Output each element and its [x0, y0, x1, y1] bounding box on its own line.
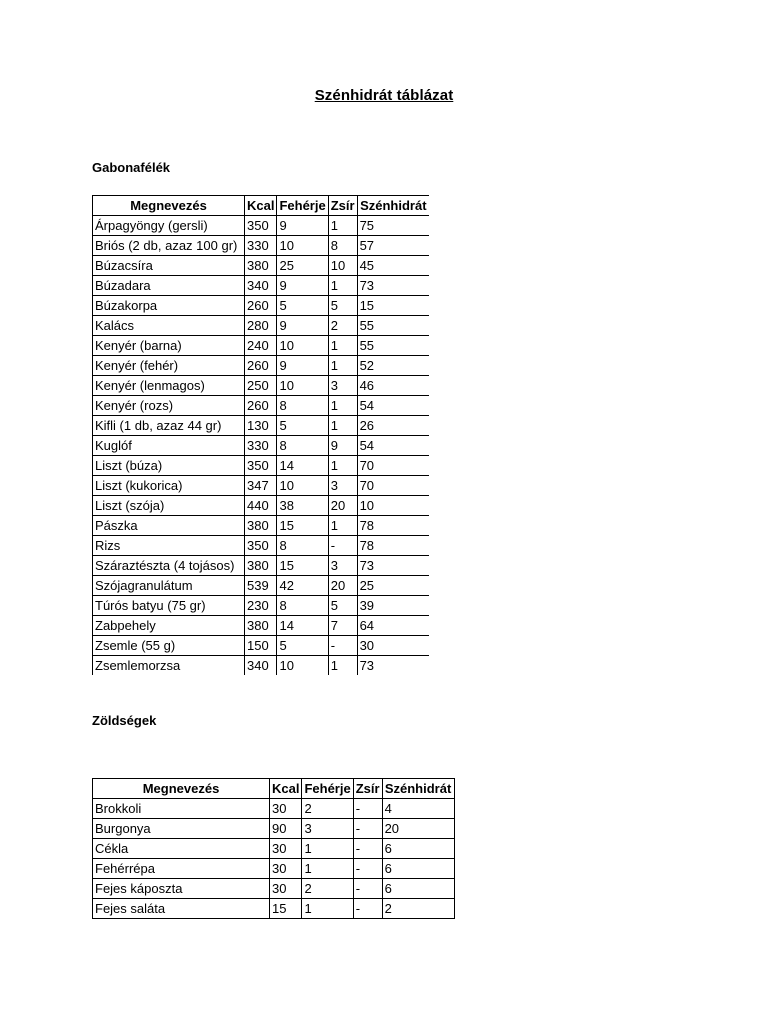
table-row — [93, 216, 430, 236]
table-cell: 25 — [357, 576, 429, 596]
table-cell: 30 — [270, 839, 302, 859]
table-cell: 1 — [328, 416, 357, 436]
table-cell: 8 — [277, 436, 328, 456]
table-cell: Kuglóf — [93, 436, 245, 456]
table-cell: - — [353, 879, 382, 899]
table-cell: Pászka — [93, 516, 245, 536]
table-cell: 10 — [277, 476, 328, 496]
table-gabonafelek — [92, 195, 429, 675]
table-cell: 39 — [357, 596, 429, 616]
table-cell: 1 — [328, 456, 357, 476]
table-cell: 340 — [245, 276, 277, 296]
table-row — [93, 899, 455, 919]
table-cell: 30 — [270, 859, 302, 879]
table-cell: - — [328, 636, 357, 656]
table-row — [93, 476, 430, 496]
column-header: Megnevezés — [93, 779, 270, 799]
table-cell: - — [353, 839, 382, 859]
table-cell: 4 — [382, 799, 454, 819]
table-row — [93, 456, 430, 476]
table-cell: 1 — [328, 396, 357, 416]
table-cell: Búzacsíra — [93, 256, 245, 276]
table-cell: 440 — [245, 496, 277, 516]
table-cell: 10 — [328, 256, 357, 276]
page-title: Szénhidrát táblázat — [314, 87, 454, 104]
table-row — [93, 879, 455, 899]
table-cell: Árpagyöngy (gersli) — [93, 216, 245, 236]
table-row — [93, 416, 430, 436]
table-cell: 10 — [277, 336, 328, 356]
table-cell: 26 — [357, 416, 429, 436]
table-row — [93, 376, 430, 396]
table-cell: 150 — [245, 636, 277, 656]
column-header: Szénhidrát — [382, 779, 454, 799]
table-row — [93, 799, 455, 819]
table-row — [93, 316, 430, 336]
table-cell: Kalács — [93, 316, 245, 336]
table-cell: 5 — [277, 296, 328, 316]
table-row — [93, 596, 430, 616]
table-cell: 1 — [328, 276, 357, 296]
column-header: Kcal — [245, 196, 277, 216]
table-cell: Zabpehely — [93, 616, 245, 636]
table-cell: 10 — [357, 496, 429, 516]
table-cell: 2 — [302, 879, 353, 899]
table-row — [93, 296, 430, 316]
table-cell: 350 — [245, 216, 277, 236]
table-cell: 64 — [357, 616, 429, 636]
table-cell: 73 — [359, 658, 375, 673]
table-cell: 1 — [302, 899, 353, 919]
table-cell: Fejes saláta — [93, 899, 270, 919]
table-cell: 6 — [382, 859, 454, 879]
table-cell: 1 — [328, 656, 357, 676]
table-cell: 2 — [302, 799, 353, 819]
table-cell: 8 — [277, 596, 328, 616]
table-row — [93, 636, 430, 656]
table-cell: 57 — [357, 236, 429, 256]
table-cell: 230 — [245, 596, 277, 616]
table-cell: 20 — [382, 819, 454, 839]
table-cell: Briós (2 db, azaz 100 gr) — [93, 236, 245, 256]
table-cell: Kenyér (lenmagos) — [93, 376, 245, 396]
table-row — [93, 616, 430, 636]
table-cell: 3 — [302, 819, 353, 839]
table-cell: 55 — [357, 336, 429, 356]
table-row — [93, 256, 430, 276]
table-cell: 90 — [270, 819, 302, 839]
table-cell: 10 — [277, 376, 328, 396]
table-cell: Kenyér (barna) — [93, 336, 245, 356]
table-cell: 15 — [277, 516, 328, 536]
table-row — [93, 576, 430, 596]
table-cell: 330 — [245, 436, 277, 456]
table-cell: 73 — [357, 556, 429, 576]
table-cell: 280 — [245, 316, 277, 336]
table-cell: 38 — [277, 496, 328, 516]
table-cell: 46 — [357, 376, 429, 396]
table-cell: 2 — [382, 899, 454, 919]
table-zoldsegek — [92, 778, 455, 919]
column-header: Fehérje — [277, 196, 328, 216]
table-cell: 380 — [245, 516, 277, 536]
table-cell: 52 — [357, 356, 429, 376]
table-cell: Zsemle (55 g) — [93, 636, 245, 656]
table-cell: - — [353, 859, 382, 879]
table-cell: 10 — [277, 236, 328, 256]
table-cell: Cékla — [93, 839, 270, 859]
table-cell: Liszt (szója) — [93, 496, 245, 516]
table-cell: Kenyér (rozs) — [93, 396, 245, 416]
table-cell: Zsemlemorzsa — [93, 656, 245, 676]
table-cell: Búzakorpa — [93, 296, 245, 316]
table-cell: 30 — [357, 636, 429, 656]
table-cell: 3 — [328, 556, 357, 576]
table-cell: 9 — [277, 356, 328, 376]
table-cell: 14 — [277, 616, 328, 636]
table-cell: 5 — [328, 296, 357, 316]
table-cell: 260 — [245, 356, 277, 376]
table-cell: 380 — [245, 556, 277, 576]
table-cell: 1 — [302, 859, 353, 879]
table-cell: 240 — [245, 336, 277, 356]
table-cell: 2 — [328, 316, 357, 336]
table-cell: Burgonya — [93, 819, 270, 839]
table-cell: 78 — [357, 536, 429, 556]
table-cell: 55 — [357, 316, 429, 336]
table-cell: 5 — [277, 416, 328, 436]
table-cell: 8 — [328, 236, 357, 256]
table-cell: 30 — [270, 879, 302, 899]
table-cell: 9 — [277, 216, 328, 236]
table-cell: Fehérrépa — [93, 859, 270, 879]
table-cell: 5 — [328, 596, 357, 616]
table-cell: 78 — [357, 516, 429, 536]
table-cell: Kenyér (fehér) — [93, 356, 245, 376]
table-cell: 380 — [245, 616, 277, 636]
table-row — [93, 556, 430, 576]
table-cell: 7 — [328, 616, 357, 636]
table-cell: 73 — [357, 276, 429, 296]
table-cell: 260 — [245, 396, 277, 416]
table-cell: 6 — [382, 839, 454, 859]
table-cell: 15 — [270, 899, 302, 919]
table-cell: 70 — [357, 476, 429, 496]
table-cell: 3 — [328, 376, 357, 396]
table-cell: 9 — [328, 436, 357, 456]
table-cell: Száraztészta (4 tojásos) — [93, 556, 245, 576]
column-header: Megnevezés — [93, 196, 245, 216]
table-cell: Fejes káposzta — [93, 879, 270, 899]
table-cell: 15 — [277, 556, 328, 576]
table-row — [93, 656, 430, 676]
table-row — [93, 819, 455, 839]
column-header: Kcal — [270, 779, 302, 799]
table-header-row — [93, 196, 430, 216]
table-cell: 380 — [245, 256, 277, 276]
table-cell: - — [353, 799, 382, 819]
table-cell: 8 — [277, 396, 328, 416]
column-header: Fehérje — [302, 779, 353, 799]
table-row — [93, 276, 430, 296]
table-cell: 14 — [277, 456, 328, 476]
table-cell: - — [353, 899, 382, 919]
table-cell: 54 — [357, 396, 429, 416]
table-cell: 5 — [277, 636, 328, 656]
table-cell: 10 — [277, 656, 328, 676]
table-row — [93, 336, 430, 356]
table-cell: 70 — [357, 456, 429, 476]
table-cell: 8 — [277, 536, 328, 556]
table-cell: 6 — [382, 879, 454, 899]
table-cell: 25 — [277, 256, 328, 276]
section-title-zoldsegek: Zöldségek — [92, 713, 157, 728]
table-cell: 1 — [302, 839, 353, 859]
table-cell: 20 — [328, 576, 357, 596]
table-cell: 350 — [245, 456, 277, 476]
table-cell: 330 — [245, 236, 277, 256]
table-row — [93, 436, 430, 456]
table-cell: 347 — [245, 476, 277, 496]
table-cell: 1 — [328, 516, 357, 536]
table-cell: 9 — [277, 276, 328, 296]
table-cell: 1 — [328, 216, 357, 236]
table-cell: Brokkoli — [93, 799, 270, 819]
table-cell: 130 — [245, 416, 277, 436]
table-cell: Liszt (búza) — [93, 456, 245, 476]
table-row — [93, 536, 430, 556]
table-cell: 260 — [245, 296, 277, 316]
column-header: Zsír — [328, 196, 357, 216]
table-cell: - — [353, 819, 382, 839]
table-row — [93, 356, 430, 376]
table-row — [93, 839, 455, 859]
section-title-gabonafelek: Gabonafélék — [92, 160, 171, 175]
table-cell: - — [328, 536, 357, 556]
table-cell: Szójagranulátum — [93, 576, 245, 596]
table-cell: 250 — [245, 376, 277, 396]
table-row — [93, 516, 430, 536]
table-row — [93, 396, 430, 416]
table-cell: 1 — [328, 356, 357, 376]
table-cell: 1 — [328, 336, 357, 356]
table-cell: 9 — [277, 316, 328, 336]
table-cell: 30 — [270, 799, 302, 819]
table-row — [93, 236, 430, 256]
table-cell: 340 — [245, 656, 277, 676]
column-header: Zsír — [353, 779, 382, 799]
table-cell: 75 — [357, 216, 429, 236]
table-cell: 3 — [328, 476, 357, 496]
table-cell: 15 — [357, 296, 429, 316]
table-cell: 350 — [245, 536, 277, 556]
table-cell: Búzadara — [93, 276, 245, 296]
table-cell: Kifli (1 db, azaz 44 gr) — [93, 416, 245, 436]
table-row — [93, 859, 455, 879]
table-header-row — [93, 779, 455, 799]
table-cell: 20 — [328, 496, 357, 516]
table-cell: Liszt (kukorica) — [93, 476, 245, 496]
table-cell: 539 — [245, 576, 277, 596]
table-cell: 42 — [277, 576, 328, 596]
table-cell: Rizs — [93, 536, 245, 556]
column-header: Szénhidrát — [357, 196, 429, 216]
table-cell: 54 — [357, 436, 429, 456]
table-cell: Túrós batyu (75 gr) — [93, 596, 245, 616]
table-row — [93, 496, 430, 516]
table-cell: 45 — [357, 256, 429, 276]
